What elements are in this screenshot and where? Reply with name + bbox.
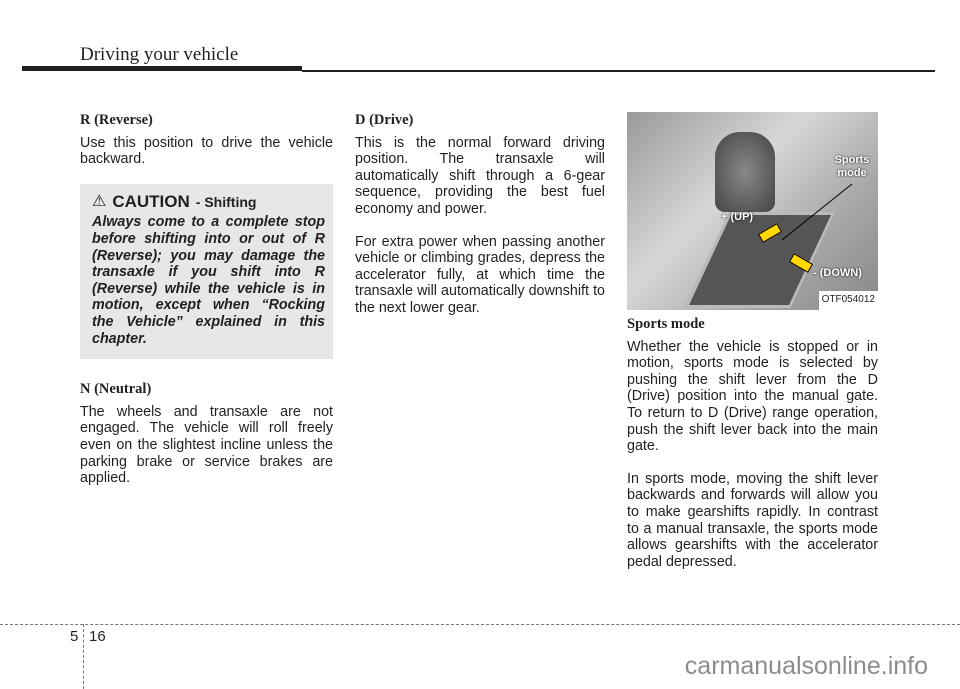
caution-subtitle: - Shifting — [195, 193, 257, 210]
footer-rule — [0, 624, 960, 625]
warning-triangle-icon: ⚠ — [92, 192, 107, 210]
sports-mode-label: Sports mode — [834, 154, 870, 179]
caution-box — [80, 184, 333, 359]
sports-text-2: In sports mode, moving the shift lever backwards and forwards will allow you to make gearshifts rapidly. In contrast to a manual transaxle, the sports mode allows gearshifts with the accelerator pedal depressed. — [627, 470, 878, 570]
chapter-number: 5 — [70, 628, 79, 645]
neutral-text: The wheels and transaxle are not engaged. The vehicle will roll freely even on the slightest incline unless the parking brake or service brakes are applied. — [80, 403, 333, 487]
reverse-heading: R (Reverse) — [80, 112, 153, 128]
sports-text-1: Whether the vehicle is stopped or in motion, sports mode is selected by pushing the shift lever from the D (Drive) position into the manual gate. To return to D (Drive) range operation, push the shift lever back into the main gate. — [627, 338, 878, 455]
drive-text-2: For extra power when passing another vehicle or climbing grades, depress the accelerator fully, at which time the transaxle will automatically downshift to the next lower gear. — [355, 233, 605, 316]
header-rule — [302, 70, 935, 72]
page-header-title: Driving your vehicle — [80, 44, 239, 65]
column-2 — [355, 112, 605, 333]
drive-text-1: This is the normal forward driving position. The transaxle will automatically shift through a 6-gear sequence, providing the best fuel economy and power. — [355, 134, 605, 217]
neutral-heading: N (Neutral) — [80, 381, 152, 398]
caution-title: CAUTION — [112, 191, 190, 211]
up-label: + (UP) — [721, 211, 754, 223]
drive-heading: D (Drive) — [355, 112, 414, 128]
shift-lever-figure — [627, 112, 878, 310]
header-bar — [22, 66, 302, 71]
watermark: carmanualsonline.info — [684, 652, 928, 680]
down-label: - (DOWN) — [813, 267, 862, 279]
page-number: 16 — [89, 628, 106, 645]
caution-text: Always come to a complete stop before shifting into or out of R (Reverse); you may damage the transaxle if you shift into R (Reverse) while the vehicle is in motion, except when “Rocking the Vehicle” explained in this chapter. — [92, 214, 325, 347]
column-1 — [80, 112, 333, 503]
figure-code: OTF054012 — [819, 291, 878, 310]
reverse-text: Use this position to drive the vehicle backward. — [80, 134, 333, 168]
footer-divider — [83, 624, 84, 689]
column-3 — [627, 112, 878, 586]
sports-mode-heading: Sports mode — [627, 316, 705, 332]
